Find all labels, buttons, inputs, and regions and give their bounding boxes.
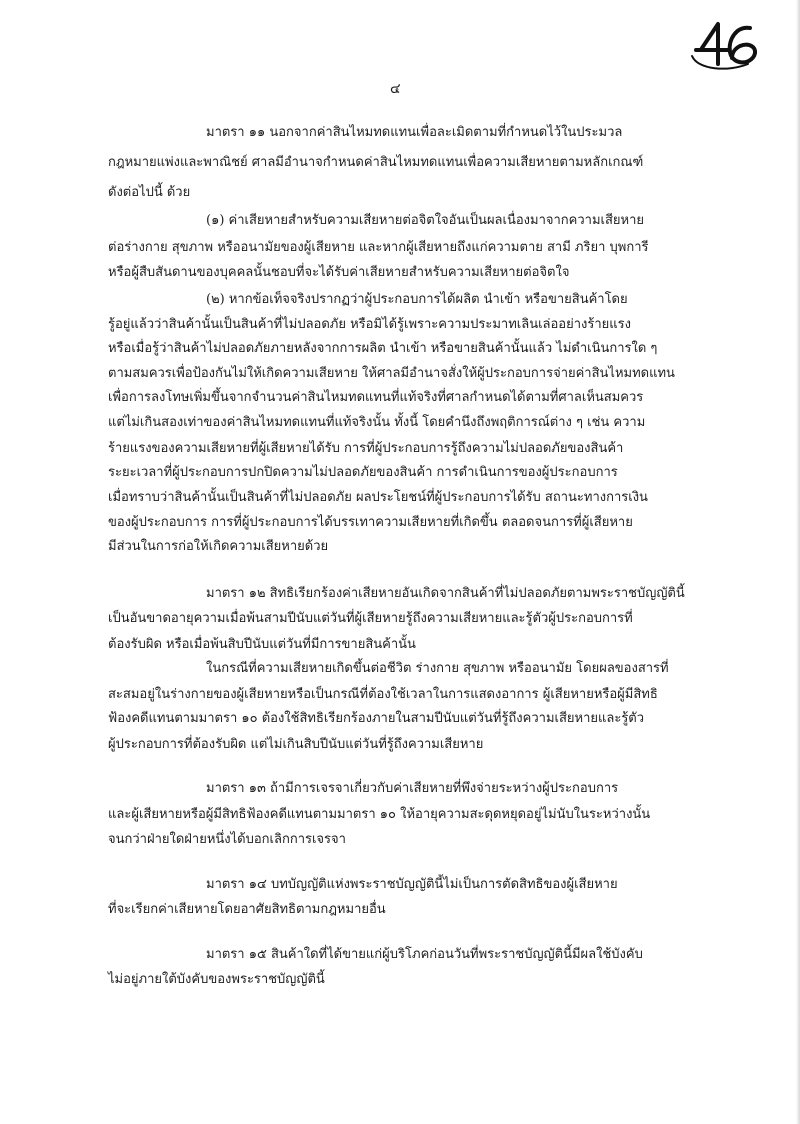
section-11-line-3: ดังต่อไปนี้ ด้วย bbox=[108, 185, 191, 200]
section-12-line-4: ในกรณีที่ความเสียหายเกิดขึ้นต่อชีวิต ร่างกาย สุขภาพ หรืออนามัย โดยผลของสารที่ bbox=[206, 661, 669, 676]
handwritten-page-number bbox=[688, 18, 768, 74]
page-number: ๔ bbox=[390, 81, 401, 97]
section-15-line-1: มาตรา ๑๕ สินค้าใดที่ได้ขายแก่ผู้บริโภคก่อนวันที่พระราชบัญญัตินี้มีผลใช้บังคับ bbox=[206, 947, 643, 962]
section-12-line-2: เป็นอันขาดอายุความเมื่อพ้นสามปีนับแต่วันที่ผู้เสียหายรู้ถึงความเสียหายและรู้ตัวผู้ประกอบการที่ bbox=[108, 611, 633, 626]
section-11-item-1-line-1: (๑) ค่าเสียหายสำหรับความเสียหายต่อจิตใจอันเป็นผลเนื่องมาจากความเสียหาย bbox=[206, 213, 645, 228]
section-11-item-2-line-8: ระยะเวลาที่ผู้ประกอบการปกปิดความไม่ปลอดภัยของสินค้า การดำเนินการของผู้ประกอบการ bbox=[108, 465, 618, 480]
section-13-line-1: มาตรา ๑๓ ถ้ามีการเจรจาเกี่ยวกับค่าเสียหายที่พึงจ่ายระหว่างผู้ประกอบการ bbox=[206, 781, 619, 796]
section-15-line-2: ไม่อยู่ภายใต้บังคับของพระราชบัญญัตินี้ bbox=[108, 972, 325, 987]
section-12-line-1: มาตรา ๑๒ สิทธิเรียกร้องค่าเสียหายอันเกิดจากสินค้าที่ไม่ปลอดภัยตามพระราชบัญญัตินี้ bbox=[206, 586, 685, 601]
section-12-line-3: ต้องรับผิด หรือเมื่อพ้นสิบปีนับแต่วันที่มีการขายสินค้านั้น bbox=[108, 637, 416, 652]
section-14-line-1: มาตรา ๑๔ บทบัญญัติแห่งพระราชบัญญัตินี้ไม่เป็นการตัดสิทธิของผู้เสียหาย bbox=[206, 877, 618, 892]
section-11-item-1-line-2: ต่อร่างกาย สุขภาพ หรืออนามัยของผู้เสียหาย และหากผู้เสียหายถึงแก่ความตาย สามี ภริยา บุพการี bbox=[108, 240, 649, 255]
section-11-line-2: กฎหมายแพ่งและพาณิชย์ ศาลมีอำนาจกำหนดค่าสินไหมทดแทนเพื่อความเสียหายตามหลักเกณฑ์ bbox=[108, 155, 644, 170]
section-11-item-1-line-3: หรือผู้สืบสันดานของบุคคลนั้นชอบที่จะได้รับค่าเสียหายสำหรับความเสียหายต่อจิตใจ bbox=[108, 265, 570, 280]
section-11-item-2-line-3: หรือเมื่อรู้ว่าสินค้าไม่ปลอดภัยภายหลังจากการผลิต นำเข้า หรือขายสินค้านั้นแล้ว ไม่ดำเนินการใด ๆ bbox=[108, 341, 658, 356]
section-13-line-3: จนกว่าฝ่ายใดฝ่ายหนึ่งได้บอกเลิกการเจรจา bbox=[108, 832, 346, 847]
section-11-item-2-line-1: (๒) หากข้อเท็จจริงปรากฏว่าผู้ประกอบการได้ผลิต นำเข้า หรือขายสินค้าโดย bbox=[206, 292, 628, 307]
section-13-line-2: และผู้เสียหายหรือผู้มีสิทธิฟ้องคดีแทนตามมาตรา ๑๐ ให้อายุความสะดุดหยุดอยู่ไม่นับในระหว่างนั้น bbox=[108, 807, 651, 822]
section-11-item-2-line-11: มีส่วนในการก่อให้เกิดความเสียหายด้วย bbox=[108, 539, 329, 554]
section-12-line-5: สะสมอยู่ในร่างกายของผู้เสียหายหรือเป็นกรณีที่ต้องใช้เวลาในการแสดงอาการ ผู้เสียหายหรือผู้มีสิทธิ bbox=[108, 687, 658, 702]
section-11-line-1: มาตรา ๑๑ นอกจากค่าสินไหมทดแทนเพื่อละเมิดตามที่กำหนดไว้ในประมวล bbox=[206, 125, 623, 140]
scan-edge bbox=[796, 0, 800, 1124]
section-11-item-2-line-9: เมื่อทราบว่าสินค้านั้นเป็นสินค้าที่ไม่ปลอดภัย ผลประโยชน์ที่ผู้ประกอบการได้รับ สถานะทางการเงิน bbox=[108, 490, 648, 505]
section-11-item-2-line-5: เพื่อการลงโทษเพิ่มขึ้นจากจำนวนค่าสินไหมทดแทนที่แท้จริงที่ศาลกำหนดได้ตามที่ศาลเห็นสมควร bbox=[108, 390, 644, 405]
section-11-item-2-line-4: ตามสมควรเพื่อป้องกันไม่ให้เกิดความเสียหาย ให้ศาลมีอำนาจสั่งให้ผู้ประกอบการจ่ายค่าสินไหมทดแทน bbox=[108, 366, 675, 381]
section-12-line-6: ฟ้องคดีแทนตามมาตรา ๑๐ ต้องใช้สิทธิเรียกร้องภายในสามปีนับแต่วันที่รู้ถึงความเสียหายและรู้ตัว bbox=[108, 711, 645, 726]
section-14-line-2: ที่จะเรียกค่าเสียหายโดยอาศัยสิทธิตามกฎหมายอื่น bbox=[108, 902, 386, 917]
section-11-item-2-line-2: รู้อยู่แล้วว่าสินค้านั้นเป็นสินค้าที่ไม่ปลอดภัย หรือมิได้รู้เพราะความประมาทเลินเล่ออย่างร้ายแรง bbox=[108, 317, 631, 332]
section-11-item-2-line-7: ร้ายแรงของความเสียหายที่ผู้เสียหายได้รับ การที่ผู้ประกอบการรู้ถึงความไม่ปลอดภัยของสินค้า bbox=[108, 441, 624, 456]
section-11-item-2-line-10: ของผู้ประกอบการ การที่ผู้ประกอบการได้บรรเทาความเสียหายที่เกิดขึ้น ตลอดจนการที่ผู้เสียหาย bbox=[108, 515, 633, 530]
section-12-line-7: ผู้ประกอบการที่ต้องรับผิด แต่ไม่เกินสิบปีนับแต่วันที่รู้ถึงความเสียหาย bbox=[108, 737, 484, 752]
section-11-item-2-line-6: แต่ไม่เกินสองเท่าของค่าสินไหมทดแทนที่แท้จริงนั้น ทั้งนี้ โดยคำนึงถึงพฤติการณ์ต่าง ๆ เช่น ความ bbox=[108, 415, 646, 430]
